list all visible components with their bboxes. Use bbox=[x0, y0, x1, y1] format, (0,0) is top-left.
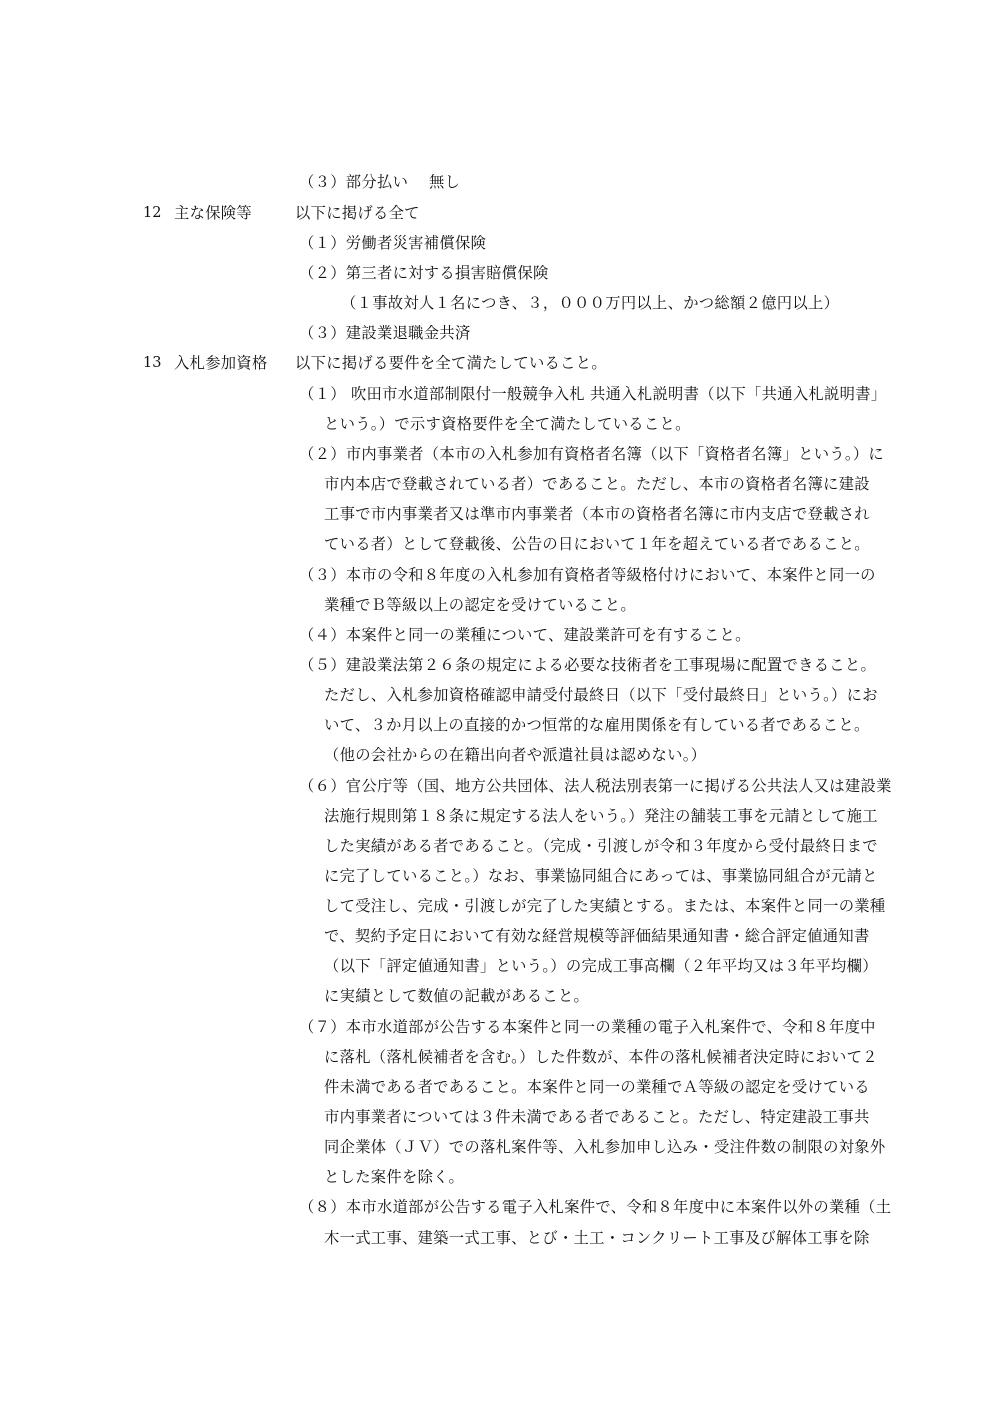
s13-line: （２）市内事業者（本市の入札参加有資格者名簿（以下「資格者名簿」という。）に bbox=[299, 445, 885, 463]
s13-line: 件未満である者であること。本案件と同一の業種でＡ等級の認定を受けている bbox=[324, 1078, 870, 1096]
s13-line: （７）本市水道部が公告する本案件と同一の業種の電子入札案件で、令和８年度中 bbox=[299, 1018, 876, 1036]
s13-line: （１） 吹田市水道部制限付一般競争入札 共通入札説明書（以下「共通入札説明書」 bbox=[299, 385, 887, 403]
section-12-title: 主な保険等 bbox=[174, 204, 252, 222]
s13-line: とした案件を除く。 bbox=[324, 1168, 465, 1186]
s12-item-3: （３）建設業退職金共済 bbox=[299, 324, 471, 342]
s13-line: という。）で示す資格要件を全て満たしていること。 bbox=[324, 415, 691, 433]
s13-line: 同企業体（ＪＶ）での落札案件等、入札参加申し込み・受注件数の制限の対象外 bbox=[324, 1138, 886, 1156]
s11-item3-value: 無し bbox=[429, 173, 461, 191]
s13-line: いて、３か月以上の直接的かつ恒常的な雇用関係を有している者であること。 bbox=[324, 716, 870, 734]
s13-line: 法施行規則第１８条に規定する法人をいう。）発注の舗装工事を元請として施工 bbox=[324, 807, 878, 825]
s13-line: 木一式工事、建築一式工事、とび・土工・コンクリート工事及び解体工事を除 bbox=[324, 1229, 870, 1247]
s13-line: した実績がある者であること。（完成・引渡しが令和３年度から受付最終日まで bbox=[324, 837, 878, 855]
s13-line: に実績として数値の記載があること。 bbox=[324, 987, 590, 1005]
section-13-intro: 以下に掲げる要件を全て満たしていること。 bbox=[295, 354, 607, 372]
s13-line: ただし、入札参加資格確認申請受付最終日（以下「受付最終日」という。）にお bbox=[324, 686, 878, 704]
s13-line: （３）本市の令和８年度の入札参加有資格者等級格付けにおいて、本案件と同一の bbox=[299, 566, 876, 584]
s13-line: 市内本店で登載されている者）であること。ただし、本市の資格者名簿に建設 bbox=[324, 475, 870, 493]
s13-line: 市内事業者については３件未満である者であること。ただし、特定建設工事共 bbox=[324, 1108, 870, 1126]
s13-line: （８）本市水道部が公告する電子入札案件で、令和８年度中に本案件以外の業種（土 bbox=[299, 1198, 892, 1216]
s13-line: で、契約予定日において有効な経営規模等評価結果通知書・総合評定値通知書 bbox=[324, 927, 870, 945]
section-13-number: 13 bbox=[143, 355, 162, 371]
s13-line: （以下「評定値通知書」という。）の完成工事高欄（２年平均又は３年平均欄） bbox=[324, 957, 878, 975]
s13-line: に落札（落札候補者を含む。）した件数が、本件の落札候補者決定時において２ bbox=[324, 1048, 878, 1066]
s13-line: （４）本案件と同一の業種について、建設業許可を有すること。 bbox=[299, 626, 751, 644]
section-13-title: 入札参加資格 bbox=[174, 354, 268, 372]
s13-line: して受注し、完成・引渡しが完了した実績とする。または、本案件と同一の業種 bbox=[324, 897, 886, 915]
s13-line: ている者）として登載後、公告の日において１年を超えている者であること。 bbox=[324, 535, 870, 553]
section-12-intro: 以下に掲げる全て bbox=[295, 204, 420, 222]
s11-item3-label: （３）部分払い bbox=[299, 173, 409, 191]
s12-item-1: （１）労働者災害補償保険 bbox=[299, 234, 487, 252]
s13-line: （６）官公庁等（国、地方公共団体、法人税法別表第一に掲げる公共法人又は建設業 bbox=[299, 777, 892, 795]
s13-line: 工事で市内事業者又は準市内事業者（本市の資格者名簿に市内支店で登載され bbox=[324, 505, 870, 523]
section-12-number: 12 bbox=[143, 205, 162, 221]
s12-item-2-note: （１事故対人１名につき、３，０００万円以上、かつ総額２億円以上） bbox=[341, 294, 840, 312]
s13-line: （５）建設業法第２６条の規定による必要な技術者を工事現場に配置できること。 bbox=[299, 656, 877, 674]
s13-line: （他の会社からの在籍出向者や派遣社員は認めない。） bbox=[324, 746, 707, 764]
s13-line: 業種でＢ等級以上の認定を受けていること。 bbox=[324, 596, 636, 614]
s12-item-2: （２）第三者に対する損害賠償保険 bbox=[299, 264, 549, 282]
s13-line: に完了していること。）なお、事業協同組合にあっては、事業協同組合が元請と bbox=[324, 867, 878, 885]
